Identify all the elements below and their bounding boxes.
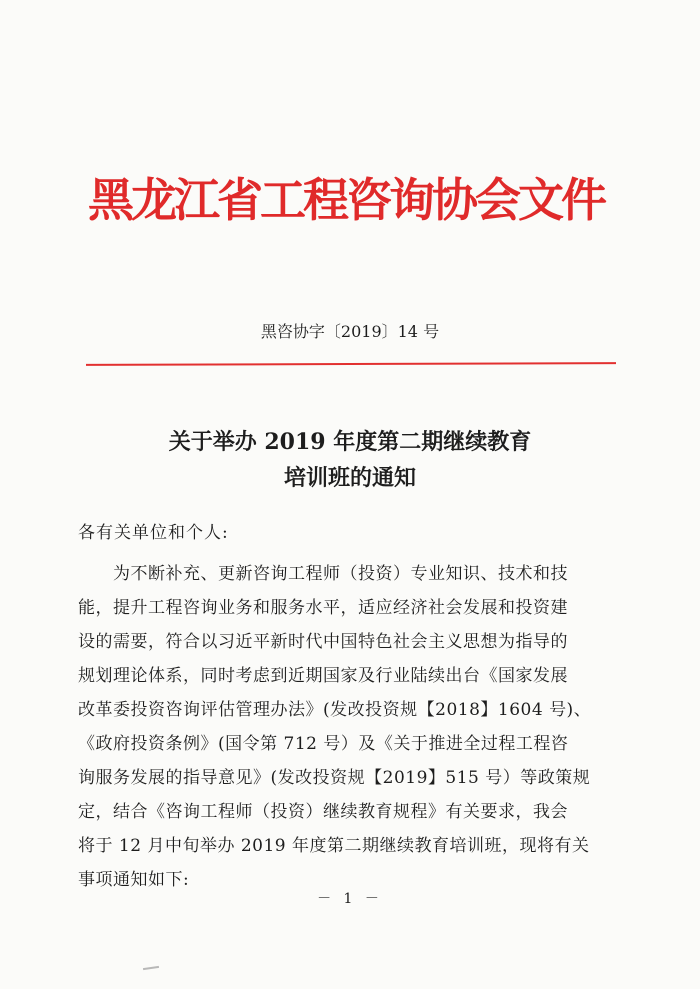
page-number: － 1 － <box>317 891 383 907</box>
body-line: 能，提升工程咨询业务和服务水平，适应经济社会发展和投资建 <box>78 598 568 618</box>
body-line: 定，结合《咨询工程师（投资）继续教育规程》有关要求，我会 <box>78 802 568 822</box>
document-number: 黑咨协字〔2019〕14 号 <box>260 322 440 341</box>
red-divider-line <box>86 362 616 366</box>
document-masthead: 黑龙江省工程咨询协会文件 <box>88 173 604 227</box>
body-line: 事项通知如下: <box>78 870 190 890</box>
body-line: 为不断补充、更新咨询工程师（投资）专业知识、技术和技 <box>78 564 568 584</box>
body-line: 规划理论体系，同时考虑到近期国家及行业陆续出台《国家发展 <box>78 666 568 686</box>
notice-title-line-2: 培训班的通知 <box>283 465 416 491</box>
body-line: 将于 12 月中旬举办 2019 年度第二期继续教育培训班，现将有关 <box>78 836 590 856</box>
body-line: 询服务发展的指导意见》(发改投资规【2019】515 号）等政策规 <box>78 768 591 788</box>
body-line: 设的需要，符合以习近平新时代中国特色社会主义思想为指导的 <box>78 632 568 652</box>
salutation: 各有关单位和个人: <box>78 523 229 543</box>
notice-title <box>0 424 700 496</box>
body-line: 《政府投资条例》(国令第 712 号）及《关于推进全过程工程咨 <box>78 734 569 754</box>
scan-speck <box>143 966 159 970</box>
notice-title-line-1: 关于举办 2019 年度第二期继续教育 <box>168 429 532 455</box>
body-paragraph <box>78 557 630 897</box>
body-line: 改革委投资咨询评估管理办法》(发改投资规【2018】1604 号)、 <box>78 700 592 720</box>
